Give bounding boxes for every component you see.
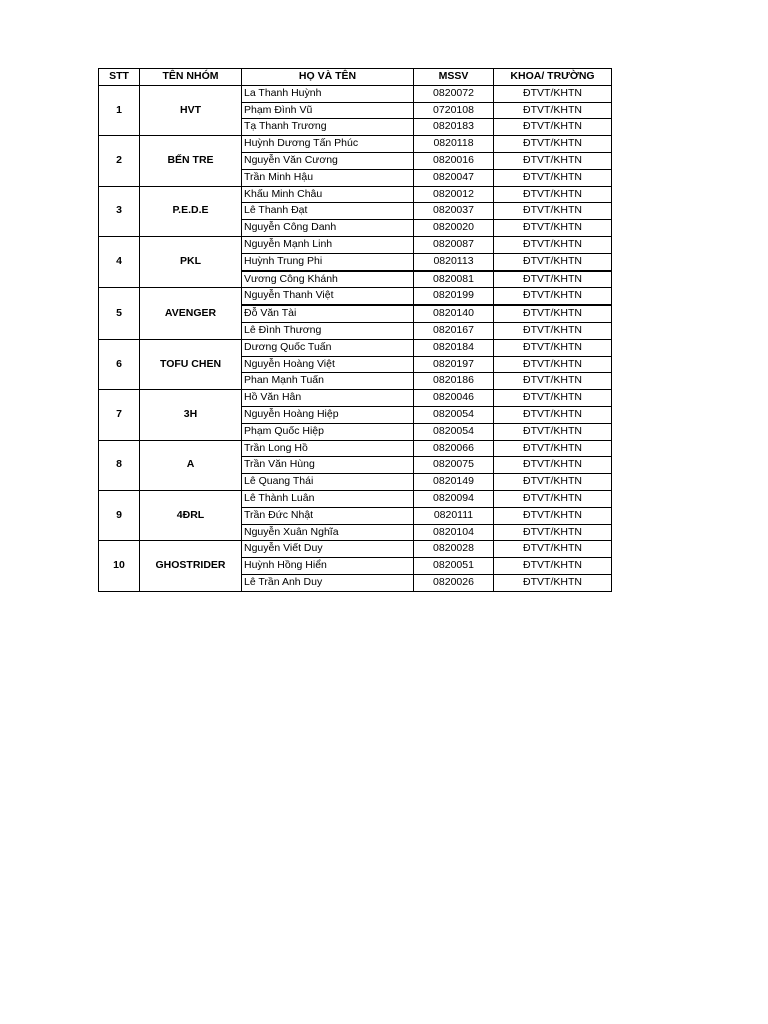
member-name: Hồ Văn Hân [242, 390, 414, 407]
member-name: Nguyễn Hoàng Việt [242, 356, 414, 373]
member-name: Nguyễn Thanh Việt [242, 288, 414, 305]
group-number: 3 [99, 186, 140, 236]
student-id: 0820111 [414, 507, 494, 524]
header-row [99, 69, 612, 86]
student-id: 0720108 [414, 102, 494, 119]
table-body [99, 85, 612, 591]
member-name: Nguyễn Mạnh Linh [242, 236, 414, 253]
faculty-school: ĐTVT/KHTN [494, 169, 612, 186]
group-name: HVT [140, 85, 242, 135]
header-mssv: MSSV [414, 69, 494, 86]
group-name: GHOSTRIDER [140, 541, 242, 591]
table-row [99, 136, 612, 153]
student-id: 0820046 [414, 390, 494, 407]
student-id: 0820167 [414, 322, 494, 339]
faculty-school: ĐTVT/KHTN [494, 558, 612, 575]
faculty-school: ĐTVT/KHTN [494, 423, 612, 440]
group-name: 3H [140, 390, 242, 440]
student-id: 0820183 [414, 119, 494, 136]
member-name: La Thanh Huỳnh [242, 85, 414, 102]
student-id: 0820028 [414, 541, 494, 558]
header-faculty: KHOA/ TRƯỜNG [494, 69, 612, 86]
group-number: 7 [99, 390, 140, 440]
student-id: 0820113 [414, 253, 494, 270]
student-id: 0820072 [414, 85, 494, 102]
student-id: 0820016 [414, 152, 494, 169]
student-id: 0820054 [414, 406, 494, 423]
faculty-school: ĐTVT/KHTN [494, 457, 612, 474]
student-id: 0820054 [414, 423, 494, 440]
group-name: PKL [140, 236, 242, 287]
faculty-school: ĐTVT/KHTN [494, 253, 612, 270]
member-name: Trần Đức Nhật [242, 507, 414, 524]
group-number: 4 [99, 236, 140, 287]
member-name: Trần Minh Hậu [242, 169, 414, 186]
faculty-school: ĐTVT/KHTN [494, 574, 612, 591]
group-name: AVENGER [140, 288, 242, 339]
header-stt: STT [99, 69, 140, 86]
member-name: Huỳnh Dương Tấn Phúc [242, 136, 414, 153]
group-number: 6 [99, 339, 140, 389]
member-name: Phạm Đình Vũ [242, 102, 414, 119]
faculty-school: ĐTVT/KHTN [494, 136, 612, 153]
faculty-school: ĐTVT/KHTN [494, 236, 612, 253]
faculty-school: ĐTVT/KHTN [494, 507, 612, 524]
student-id: 0820075 [414, 457, 494, 474]
faculty-school: ĐTVT/KHTN [494, 524, 612, 541]
student-id: 0820149 [414, 474, 494, 491]
group-roster-table [98, 68, 612, 592]
faculty-school: ĐTVT/KHTN [494, 440, 612, 457]
faculty-school: ĐTVT/KHTN [494, 288, 612, 305]
faculty-school: ĐTVT/KHTN [494, 406, 612, 423]
faculty-school: ĐTVT/KHTN [494, 390, 612, 407]
student-id: 0820051 [414, 558, 494, 575]
faculty-school: ĐTVT/KHTN [494, 85, 612, 102]
member-name: Lê Quang Thái [242, 474, 414, 491]
member-name: Nguyễn Viết Duy [242, 541, 414, 558]
faculty-school: ĐTVT/KHTN [494, 356, 612, 373]
member-name: Lê Thành Luân [242, 490, 414, 507]
student-id: 0820197 [414, 356, 494, 373]
member-name: Lê Đình Thương [242, 322, 414, 339]
faculty-school: ĐTVT/KHTN [494, 186, 612, 203]
faculty-school: ĐTVT/KHTN [494, 373, 612, 390]
faculty-school: ĐTVT/KHTN [494, 119, 612, 136]
student-id: 0820199 [414, 288, 494, 305]
member-name: Lê Thanh Đạt [242, 203, 414, 220]
group-name: A [140, 440, 242, 490]
table-row [99, 85, 612, 102]
student-id: 0820094 [414, 490, 494, 507]
student-id: 0820104 [414, 524, 494, 541]
member-name: Nguyễn Hoàng Hiệp [242, 406, 414, 423]
student-id: 0820020 [414, 220, 494, 237]
student-id: 0820184 [414, 339, 494, 356]
student-id: 0820012 [414, 186, 494, 203]
student-id: 0820140 [414, 305, 494, 322]
faculty-school: ĐTVT/KHTN [494, 339, 612, 356]
student-id: 0820066 [414, 440, 494, 457]
member-name: Phạm Quốc Hiệp [242, 423, 414, 440]
faculty-school: ĐTVT/KHTN [494, 220, 612, 237]
student-id: 0820186 [414, 373, 494, 390]
header-group-name: TÊN NHÓM [140, 69, 242, 86]
faculty-school: ĐTVT/KHTN [494, 102, 612, 119]
table-row [99, 440, 612, 457]
member-name: Trần Văn Hùng [242, 457, 414, 474]
member-name: Lê Trần Anh Duy [242, 574, 414, 591]
student-id: 0820081 [414, 271, 494, 288]
student-id: 0820087 [414, 236, 494, 253]
group-name: 4ĐRL [140, 490, 242, 540]
group-number: 8 [99, 440, 140, 490]
header-full-name: HỌ VÀ TÊN [242, 69, 414, 86]
member-name: Khấu Minh Châu [242, 186, 414, 203]
member-name: Huỳnh Hồng Hiển [242, 558, 414, 575]
group-number: 10 [99, 541, 140, 591]
table-row [99, 541, 612, 558]
member-name: Vương Công Khánh [242, 271, 414, 288]
member-name: Dương Quốc Tuấn [242, 339, 414, 356]
group-name: P.E.D.E [140, 186, 242, 236]
faculty-school: ĐTVT/KHTN [494, 203, 612, 220]
faculty-school: ĐTVT/KHTN [494, 541, 612, 558]
group-number: 5 [99, 288, 140, 339]
member-name: Nguyễn Văn Cương [242, 152, 414, 169]
group-name: BẾN TRE [140, 136, 242, 186]
student-id: 0820047 [414, 169, 494, 186]
table-row [99, 339, 612, 356]
faculty-school: ĐTVT/KHTN [494, 474, 612, 491]
student-id: 0820037 [414, 203, 494, 220]
group-name: TOFU CHEN [140, 339, 242, 389]
member-name: Đỗ Văn Tài [242, 305, 414, 322]
faculty-school: ĐTVT/KHTN [494, 490, 612, 507]
member-name: Phan Mạnh Tuấn [242, 373, 414, 390]
faculty-school: ĐTVT/KHTN [494, 271, 612, 288]
faculty-school: ĐTVT/KHTN [494, 322, 612, 339]
faculty-school: ĐTVT/KHTN [494, 305, 612, 322]
table-row [99, 236, 612, 253]
group-number: 9 [99, 490, 140, 540]
member-name: Tạ Thanh Trương [242, 119, 414, 136]
member-name: Nguyễn Xuân Nghĩa [242, 524, 414, 541]
student-id: 0820118 [414, 136, 494, 153]
group-number: 2 [99, 136, 140, 186]
member-name: Nguyễn Công Danh [242, 220, 414, 237]
table-header [99, 69, 612, 86]
table-row [99, 490, 612, 507]
student-id: 0820026 [414, 574, 494, 591]
faculty-school: ĐTVT/KHTN [494, 152, 612, 169]
member-name: Trần Long Hồ [242, 440, 414, 457]
member-name: Huỳnh Trung Phi [242, 253, 414, 270]
table-row [99, 186, 612, 203]
group-number: 1 [99, 85, 140, 135]
table-row [99, 390, 612, 407]
table-row [99, 288, 612, 305]
